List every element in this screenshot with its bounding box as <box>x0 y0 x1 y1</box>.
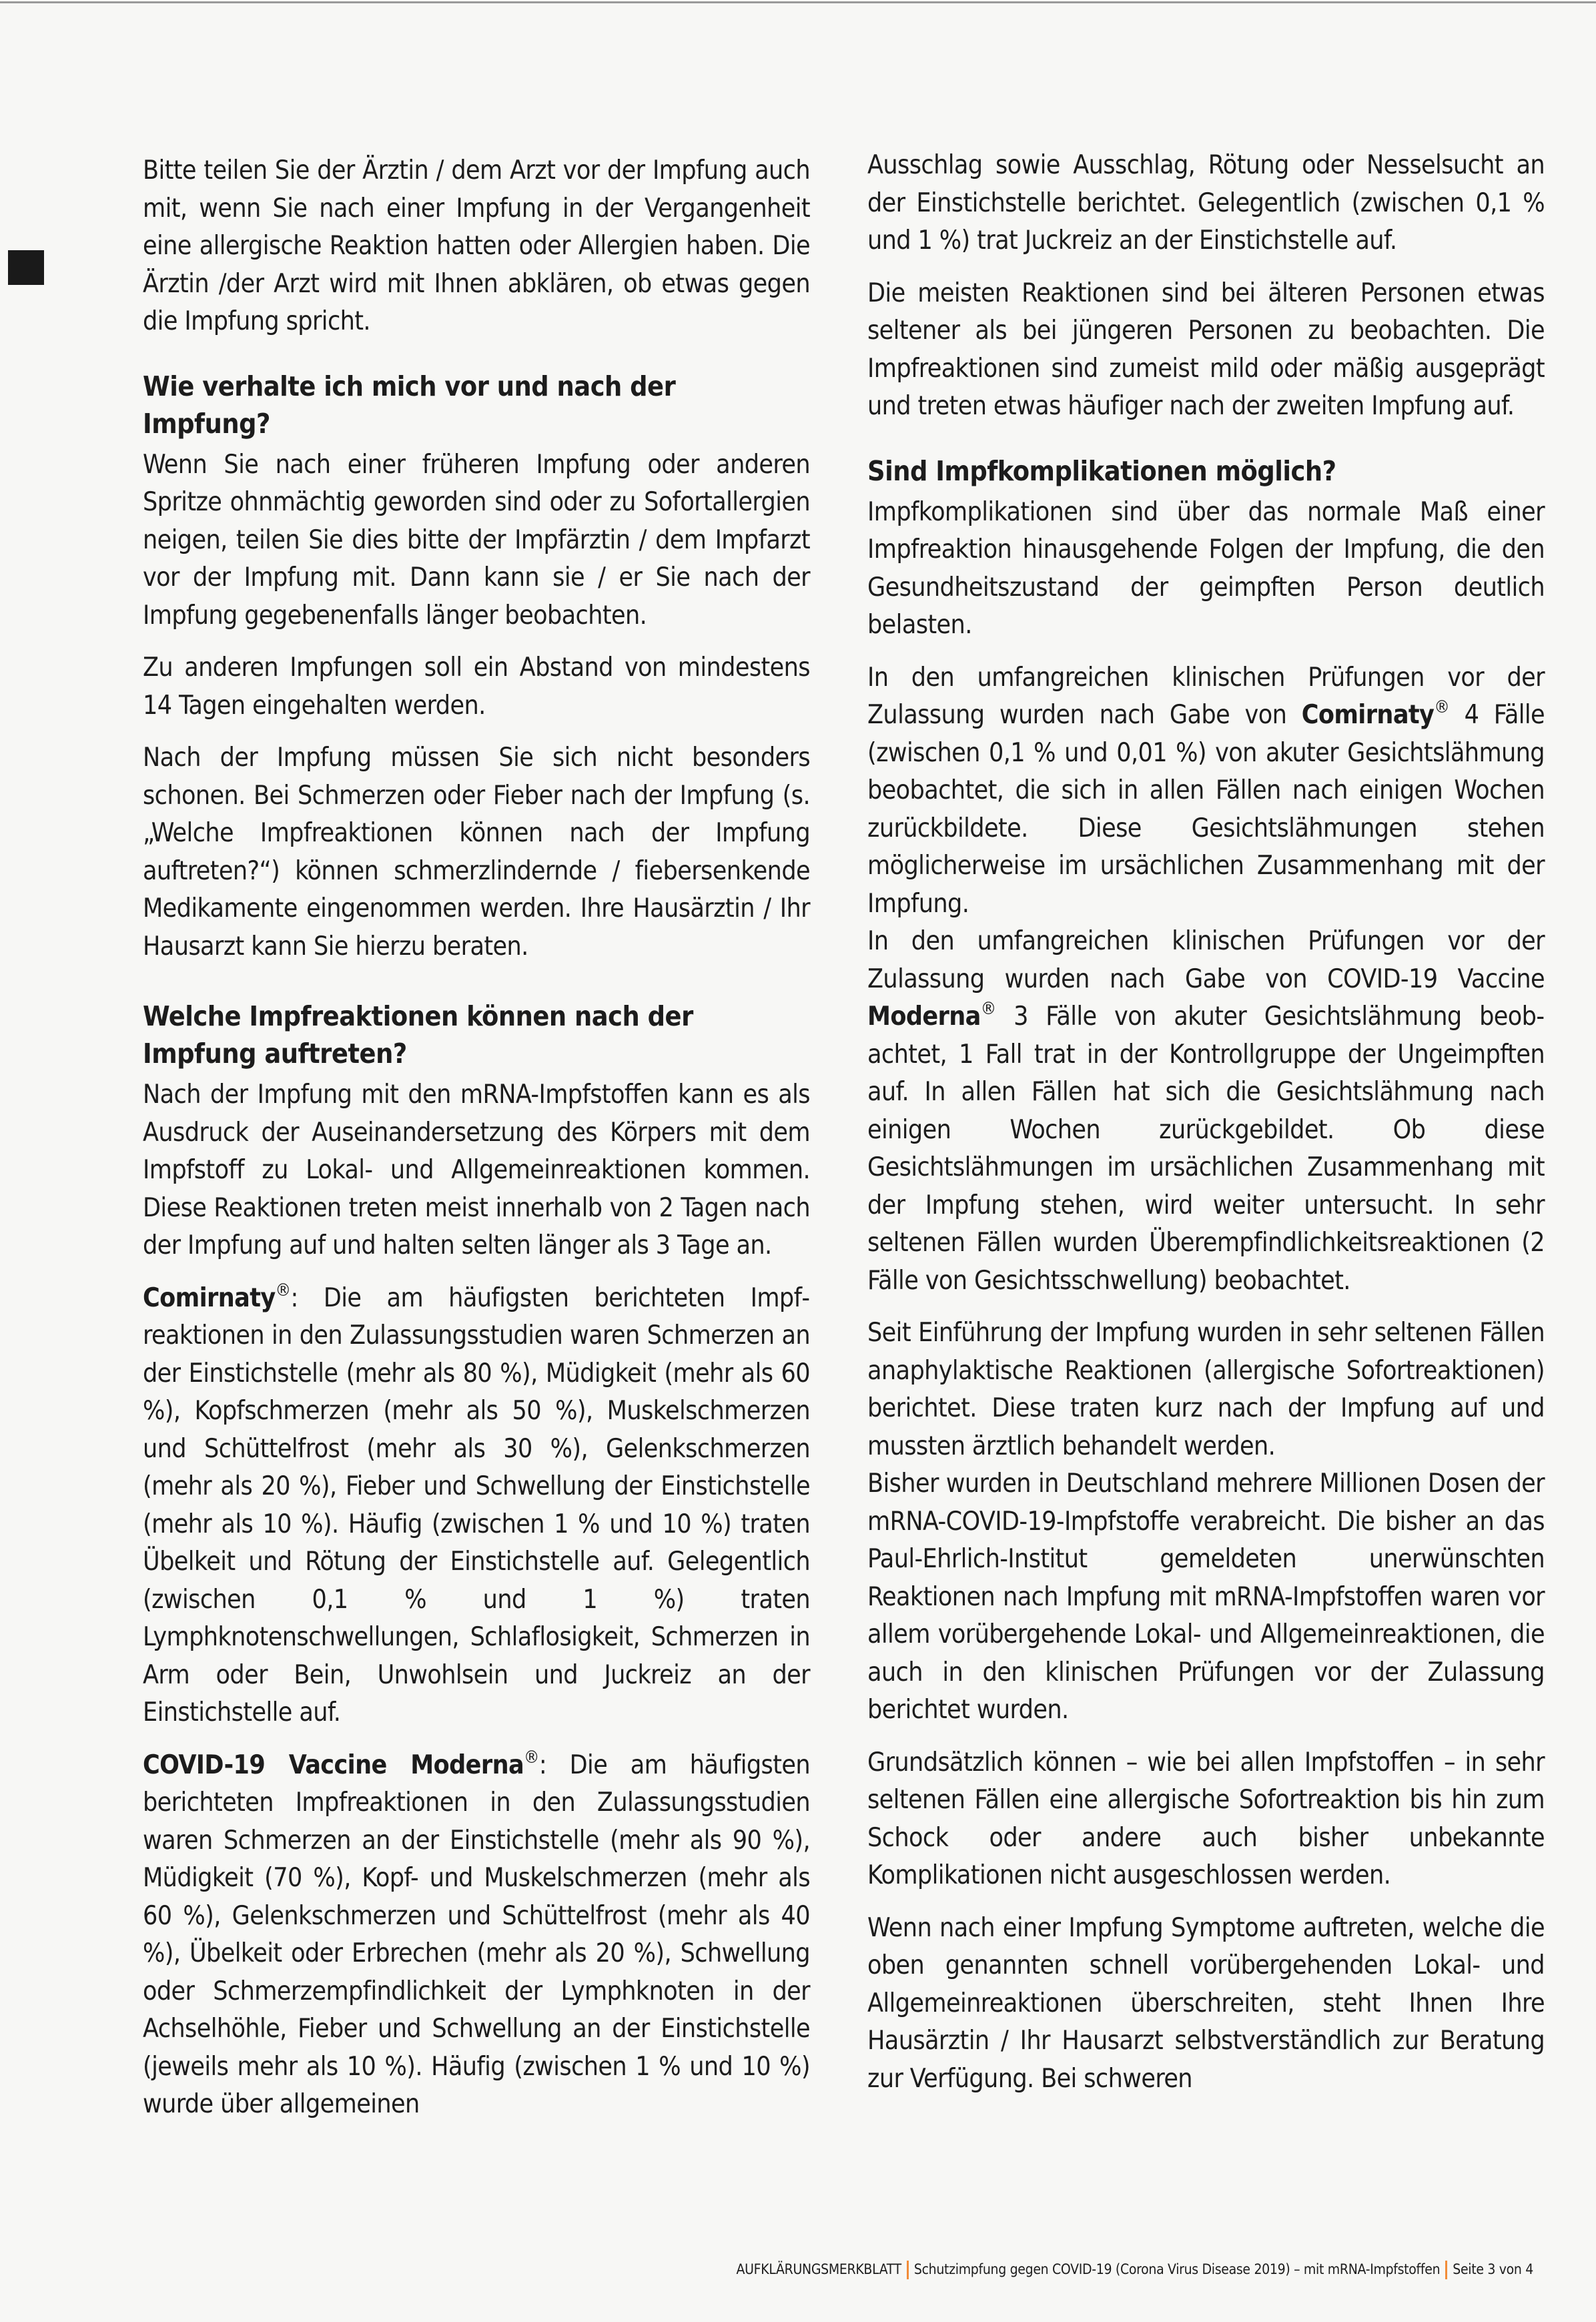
right-column <box>867 147 1545 2098</box>
moderna-reactions-text: : Die am häufigsten berichteten Impfreaktionen in den Zulassungsstudien waren Schmerzen an der Einstichstelle (mehr als 90 %), Müdigkeit (70 %), Kopf- und Muskelschmerzen (mehr als 60 %), Gelenkschmerzen und Schüttelfrost (mehr als 40 %), Übelkeit oder Erbrechen (mehr als 20 %), Schwellung oder Schmerzempfindlichkeit der Lymphknoten in der Achselhöhle, Fieber und Schwellung an der Einstichstelle (jeweils mehr als 10 %). Häufig (zwischen 1 % und 10 %) wurde über allgemeinen <box>143 1750 810 2119</box>
brand-moderna: COVID-19 Vaccine Moderna <box>143 1750 524 1780</box>
section-heading-before-after: Wie verhalte ich mich vor und nach der Impfung? <box>143 370 676 440</box>
footer-separator <box>907 2261 909 2279</box>
allergy-intro-paragraph: Bitte teilen Sie der Ärztin / dem Arzt vor der Impfung auch mit, wenn Sie nach einer Impfung in der Vergangenheit eine allergische Reaktion hatten oder Allergien haben. Die Ärztin /der Arzt wird mit Ihnen abklären, ob etwas gegen die Impfung spricht. <box>143 155 810 336</box>
paragraph-comirnaty-trials <box>867 659 1545 923</box>
paragraph-advice: Wenn nach einer Impfung Symptome auftreten, welche die oben genannten schnell vorübergehenden Lokal- und Allgemeinreaktionen überschreiten, steht Ihnen Ihre Hausärztin / Ihr Hausarzt selbstverständlich zur Beratung zur Verfügung. Bei schweren <box>867 1912 1545 2094</box>
comirnaty-trials-text-after: 4 Fälle (zwischen 0,1 % und 0,01 %) von akuter Gesichtslähmung beobachtet, die sich in allen Fällen nach einigen Wochen zurückbildete. Diese Gesichtslähmungen stehen möglicherweise im ursächlichen Zusammenhang mit der Impfung. <box>867 700 1545 919</box>
top-border-rule <box>0 1 1596 3</box>
brand-comirnaty: Comirnaty <box>143 1282 276 1313</box>
paragraph-general-risk: Grundsätzlich können – wie bei allen Impfstoffen – in sehr seltenen Fällen eine allergische Sofortreaktion bis hin zum Schock oder andere auch bisher unbekannte Komplikationen nicht ausgeschlossen werden. <box>867 1747 1545 1890</box>
registered-mark: ® <box>524 1747 539 1768</box>
footer-separator <box>1445 2261 1447 2279</box>
paragraph-anaphylaxis: Seit Einführung der Impfung wurden in sehr seltenen Fällen anaphylaktische Reaktionen (allergische Sofortreaktionen) berichtet. Diese traten kurz nach der Impfung auf und mussten ärztlich behandelt werden. <box>867 1318 1545 1461</box>
brand-moderna: Moderna <box>867 1002 981 1032</box>
registered-mark: ® <box>980 999 996 1019</box>
paragraph-germany-doses: Bisher wurden in Deutschland mehrere Millionen Dosen der mRNA-COVID-19-Impfstoffe verabreicht. Die bisher an das Paul-Ehrlich-Institut gemeldeten unerwünschten Reaktionen nach Impfung mit mRNA-Impfstoffen waren vor allem vorübergehende Lokal- und Allgemeinreaktionen, die auch in den klinischen Prüfungen vor der Zulassung berichtet wurden. <box>867 1469 1545 1725</box>
paragraph-interval: Zu anderen Impfungen soll ein Abstand von mindestens 14 Tagen eingehalten werden. <box>143 653 810 721</box>
section-heading-reactions: Welche Impfreaktionen können nach der Impfung auftreten? <box>143 1000 693 1070</box>
left-column <box>143 152 810 2124</box>
registered-mark: ® <box>275 1280 291 1300</box>
paragraph-moderna-trials <box>867 923 1545 1300</box>
footer-page-number: Seite 3 von 4 <box>1453 2261 1533 2277</box>
paragraph-age-note: Die meisten Reaktionen sind bei älteren Personen etwas seltener als bei jüngeren Personen zu beobachten. Die Impfreaktionen sind zumeist mild oder mäßig ausgeprägt und treten etwas häufiger nach der zweiten Impfung auf. <box>867 278 1545 421</box>
paragraph-complications-definition: Impfkomplikationen sind über das normale Maß einer Impfreaktion hinausgehende Folgen der Impfung, die den Gesundheitszustand der geimpften Person deutlich belasten. <box>867 496 1545 640</box>
paragraph-moderna-reactions <box>143 1747 810 2124</box>
comirnaty-trials-text-before: In den umfangreichen klinischen Prüfungen vor der Zulassung wurden nach Gabe von <box>867 662 1545 730</box>
paragraph-fainting: Wenn Sie nach einer früheren Impfung oder anderen Spritze ohnmächtig geworden sind oder zu Sofortallergien neigen, teilen Sie dies bitte der Impfärztin / dem Impfarzt vor der Impfung mit. Dann kann sie / er Sie nach der Impfung gegebenenfalls länger beobachten. <box>143 449 810 631</box>
section-heading-complications: Sind Impfkomplikationen möglich? <box>867 454 1336 487</box>
moderna-trials-text-after: 3 Fälle von akuter Gesichtslähmung beobachtet, 1 Fall trat in der Kontrollgruppe der Ungeimpften auf. In allen Fällen hat sich die Gesichtslähmung nach einigen Wochen zurückgebildet. Ob diese Gesichtslähmungen im ursächlichen Zusammenhang mit der Impfung stehen, wird weiter untersucht. In sehr seltenen Fällen wurden Überempfindlichkeitsreaktionen (2 Fälle von Gesichtsschwellung) beobachtet. <box>867 1002 1545 1296</box>
page-footer <box>737 2261 1533 2279</box>
paragraph-after-vaccination: Nach der Impfung müssen Sie sich nicht besonders schonen. Bei Schmerzen oder Fieber nach der Impfung (s. „Welche Impfreaktionen können nach der Impfung auftreten?“) können schmerzlindernde / fiebersenkende Medikamente eingenommen werden. Ihre Hausärztin / Ihr Hausarzt kann Sie hierzu beraten. <box>143 743 810 961</box>
brand-comirnaty: Comirnaty <box>1301 700 1435 730</box>
moderna-trials-text-before: In den umfangreichen klinischen Prüfungen vor der Zulassung wurden nach Gabe von COVID-19 Vaccine <box>867 926 1545 994</box>
registered-mark: ® <box>1434 697 1450 717</box>
comirnaty-reactions-text: : Die am häufigsten berichteten Impfreaktionen in den Zulassungsstudien waren Schmerzen an der Einstichstelle (mehr als 80 %), Müdigkeit (mehr als 60 %), Kopfschmerzen (mehr als 50 %), Muskelschmerzen und Schüttelfrost (mehr als 30 %), Gelenkschmerzen (mehr als 20 %), Fieber und Schwellung der Einstichstelle (mehr als 10 %). Häufig (zwischen 1 % und 10 %) traten Übelkeit und Rötung der Einstichstelle auf. Gelegentlich (zwischen 0,1 % und 1 %) traten Lymphknotenschwellungen, Schlaflosigkeit, Schmerzen in Arm oder Bein, Unwohlsein und Juckreiz an der Einstichstelle auf. <box>143 1282 810 1727</box>
margin-marker-square <box>8 250 44 285</box>
footer-title: Schutzimpfung gegen COVID-19 (Corona Virus Disease 2019) – mit mRNA-Impfstoffen <box>913 2261 1441 2277</box>
footer-doc-type: AUFKLÄRUNGSMERKBLATT <box>736 2261 901 2277</box>
paragraph-continuation-rash: Ausschlag sowie Ausschlag, Rötung oder Nesselsucht an der Einstichstelle berichtet. Gelegentlich (zwischen 0,1 % und 1 %) trat Juckreiz an der Einstichstelle auf. <box>867 150 1545 256</box>
paragraph-reactions-intro: Nach der Impfung mit den mRNA-Impfstoffen kann es als Ausdruck der Auseinandersetzung des Körpers mit dem Impfstoff zu Lokal- und Allgemeinreaktionen kommen. Diese Reaktionen treten meist innerhalb von 2 Tagen nach der Impfung auf und halten selten länger als 3 Tage an. <box>143 1080 810 1260</box>
paragraph-comirnaty-reactions <box>143 1280 810 1732</box>
